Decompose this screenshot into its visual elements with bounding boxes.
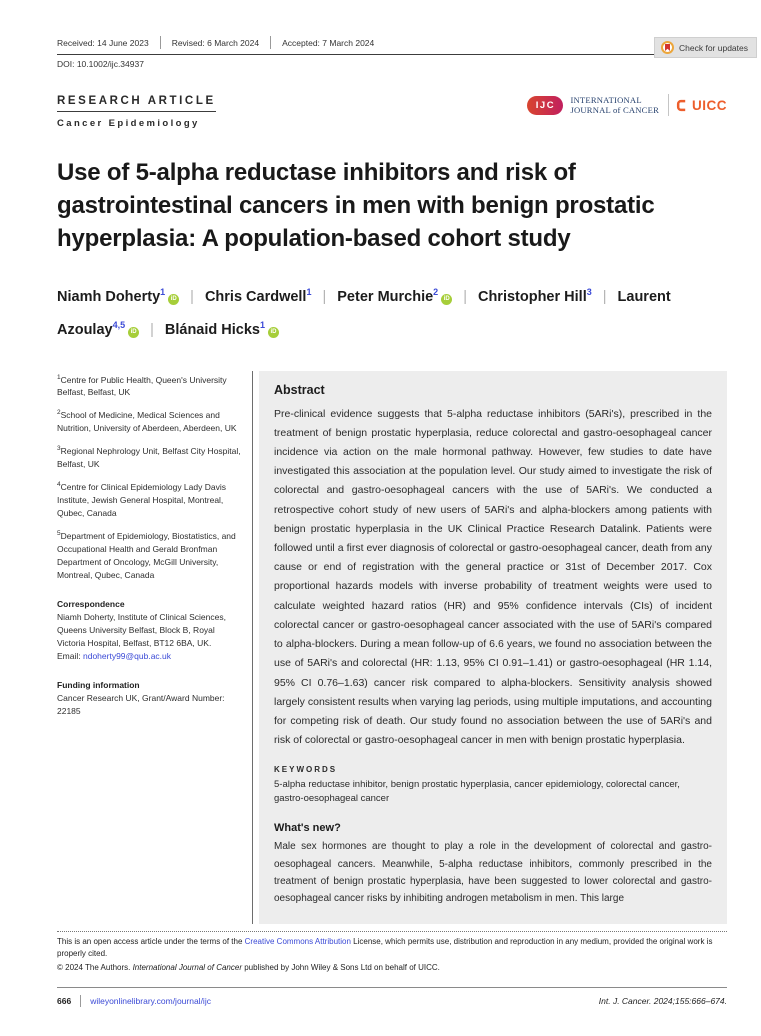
copyright-text bbox=[57, 962, 727, 974]
ijc-logo: IJC bbox=[527, 96, 563, 115]
orcid-icon[interactable]: iD bbox=[128, 327, 139, 338]
affiliation-number: 3 bbox=[57, 445, 61, 453]
correspondence-address: Niamh Doherty, Institute of Clinical Sciences, Queens University Belfast, Block B, Royal Victoria Hospital, Belfast, BT12 6BA, UK. bbox=[57, 611, 226, 648]
page-footer bbox=[57, 987, 727, 1007]
journal-name-line1: INTERNATIONAL bbox=[570, 95, 642, 105]
two-column-layout bbox=[57, 371, 727, 924]
email-link[interactable]: ndoherty99@qub.ac.uk bbox=[82, 650, 172, 661]
revised-date: Revised: 6 March 2024 bbox=[171, 37, 260, 48]
author-name: Chris Cardwell bbox=[204, 288, 307, 305]
article-first-page bbox=[0, 36, 761, 1036]
journal-name-line2: JOURNAL of CANCER bbox=[570, 105, 659, 115]
abstract-body: Pre-clinical evidence suggests that 5-alpha reductase inhibitors (5ARi's), prescribed in the treatment of benign prostatic hyperplasia, reduce colorectal and gastro-oesophageal cancer incidence via action on the male hormonal pathway. However, few studies to date have investigated this association at the population level. Our study aimed to investigate the risk of colorectal and gastro-oesophageal cancers with the use of 5ARi's. We conducted a retrospective cohort study of new users of 5ARi's and alpha-blockers among patients with benign prostatic hyperplasia in the UK Clinical Practice Research Datalink. Patients were followed until a first ever diagnosis of colorectal or gastro-oesophageal cancer, death from any cause or end of registration with the general practice or 31st of December 2017. Cox proportional hazards models with inverse probability of treatment weights were used to calculate weighted hazard ratios (HR) and 95% confidence intervals (CIs) of incident colorectal cancer or gastro-oesophageal cancer associated with the use of 5ARi's compared to alpha-blockers. During a mean follow-up of 6.6 years, we found no association between the use of 5ARi's and colorectal (HR: 1.13, 95% CI 0.91–1.41) or gastro-oesophageal (HR 1.14, 95% CI 0.76–1.63) cancer risk compared to alpha-blockers. Sensitivity analysis showed largely consistent results when varying lag periods, using multiple imputations, and accounting for competing risk of death. Our study found no association between the use of 5ARi's and risk of colorectal or gastro-oesophageal cancer in men with benign prostatic hyperplasia. bbox=[274, 407, 712, 747]
accepted-date: Accepted: 7 March 2024 bbox=[282, 37, 375, 48]
affiliation-number: 5 bbox=[57, 529, 61, 537]
check-for-updates-button[interactable] bbox=[654, 37, 757, 58]
funding-heading: Funding information bbox=[57, 679, 140, 690]
uicc-c-icon bbox=[676, 99, 689, 112]
affiliation-number: 1 bbox=[57, 373, 61, 381]
uicc-logo bbox=[676, 98, 727, 113]
abstract-panel bbox=[259, 371, 727, 924]
author-name: Laurent Azoulay bbox=[57, 288, 671, 338]
journal-name bbox=[570, 95, 659, 115]
author-affiliation-superscript: 4,5 bbox=[112, 319, 126, 330]
license-divider bbox=[57, 931, 727, 932]
affiliation-number: 4 bbox=[57, 481, 61, 489]
copyright-pre: © 2024 The Authors. bbox=[57, 962, 133, 972]
author-separator: | bbox=[463, 288, 467, 305]
affiliation-item: $^3$Regional Nephrology Unit, Belfast City Hospital, Belfast, UK bbox=[57, 445, 241, 470]
correspondence-heading: Correspondence bbox=[57, 598, 125, 609]
funding-block bbox=[57, 680, 243, 718]
article-header bbox=[57, 91, 727, 129]
author-name: Blánaid Hicks bbox=[164, 321, 260, 338]
keywords-text: 5-alpha reductase inhibitor, benign prostatic hyperplasia, cancer epidemiology, colorectal cancer, gastro-oesophageal cancer bbox=[274, 779, 680, 804]
keywords-heading: KEYWORDS bbox=[274, 765, 338, 775]
journal-website-link[interactable]: wileyonlinelibrary.com/journal/ijc bbox=[90, 995, 211, 1006]
author-separator: | bbox=[322, 288, 327, 305]
orcid-icon[interactable]: iD bbox=[268, 327, 279, 338]
orcid-icon[interactable]: iD bbox=[441, 294, 452, 305]
article-type-label: RESEARCH ARTICLE bbox=[57, 95, 216, 112]
article-history bbox=[57, 36, 727, 49]
license-pre: This is an open access article under the terms of the bbox=[57, 936, 245, 946]
orcid-icon[interactable]: iD bbox=[168, 294, 179, 305]
author-list bbox=[57, 278, 717, 344]
metadata-column bbox=[57, 371, 243, 924]
creative-commons-link[interactable]: Creative Commons Attribution bbox=[244, 936, 351, 946]
affiliation-number: 2 bbox=[57, 409, 61, 417]
article-title: Use of 5-alpha reductase inhibitors and risk of gastrointestinal cancers in men with benign prostatic hyperplasia: A population-based cohort study bbox=[57, 159, 655, 252]
whats-new-heading: What's new? bbox=[274, 822, 341, 835]
correspondence-text bbox=[57, 611, 243, 663]
affiliation-item: $^5$Department of Epidemiology, Biostatistics, and Occupational Health and Gerald Bronfman Department of Oncology, McGill University, Montreal, Qubec, Canada bbox=[57, 529, 236, 580]
author-affiliation-superscript: 1 bbox=[160, 287, 166, 297]
affiliations-list bbox=[57, 371, 243, 582]
crossmark-icon bbox=[661, 41, 674, 54]
affiliation-item: $^2$School of Medicine, Medical Sciences and Nutrition, University of Aberdeen, Aberdeen, UK bbox=[57, 409, 237, 434]
footer-row bbox=[57, 988, 727, 1007]
license-text bbox=[57, 936, 727, 960]
author-separator: | bbox=[150, 321, 154, 338]
doi-text: DOI: 10.1002/ijc.34937 bbox=[57, 59, 144, 69]
page-number: 666 bbox=[57, 995, 72, 1006]
author-affiliation-superscript: 1 bbox=[306, 287, 312, 297]
copyright-journal: International Journal of Cancer bbox=[132, 962, 242, 972]
citation-text: Int. J. Cancer. 2024;155:666–674. bbox=[598, 995, 727, 1006]
divider bbox=[270, 36, 271, 49]
received-date: Received: 14 June 2023 bbox=[57, 37, 149, 48]
check-for-updates-label: Check for updates bbox=[679, 42, 748, 53]
article-type-block bbox=[57, 91, 216, 129]
funding-text: Cancer Research UK, Grant/Award Number: 22185 bbox=[57, 692, 225, 716]
divider bbox=[160, 36, 161, 49]
section-label: Cancer Epidemiology bbox=[57, 118, 200, 129]
license-post: License, which permits use, distribution and reproduction in any medium, provided the original work is properly cited. bbox=[57, 936, 713, 958]
email-label: Email: bbox=[57, 650, 83, 661]
header-rule bbox=[57, 54, 727, 55]
author-name: Christopher Hill bbox=[477, 288, 587, 305]
affiliation-item: $^4$Centre for Clinical Epidemiology Lady Davis Institute, Jewish General Hospital, Montreal, Qubec, Canada bbox=[57, 481, 226, 518]
journal-logos bbox=[527, 94, 727, 116]
author-name: Peter Murchie bbox=[337, 288, 434, 305]
author-affiliation-superscript: 3 bbox=[586, 287, 592, 297]
author-separator: | bbox=[190, 288, 194, 305]
author-affiliation-superscript: 2 bbox=[433, 287, 439, 297]
author-separator: | bbox=[602, 288, 607, 305]
logo-divider bbox=[668, 94, 669, 116]
whats-new-body: Male sex hormones are thought to play a role in the development of colorectal and gastro-oesophageal cancers. Meanwhile, 5-alpha reductase inhibitors, commonly prescribed in the treatment of benign prostatic hyperplasia, have been suggested to lower colorectal and gastro-oesophageal cancer risks by inhibiting androgen metabolism in men. This large bbox=[274, 841, 712, 904]
divider bbox=[80, 995, 81, 1007]
author-name: Niamh Doherty bbox=[57, 288, 161, 305]
affiliation-item: $^1$Centre for Public Health, Queen's University Belfast, Belfast, UK bbox=[57, 373, 227, 398]
correspondence-block bbox=[57, 599, 243, 663]
uicc-label: UICC bbox=[692, 97, 727, 113]
copyright-post: published by John Wiley & Sons Ltd on behalf of UICC. bbox=[241, 962, 440, 972]
author-affiliation-superscript: 1 bbox=[259, 319, 265, 330]
column-divider bbox=[252, 371, 253, 924]
abstract-heading: Abstract bbox=[274, 382, 325, 397]
